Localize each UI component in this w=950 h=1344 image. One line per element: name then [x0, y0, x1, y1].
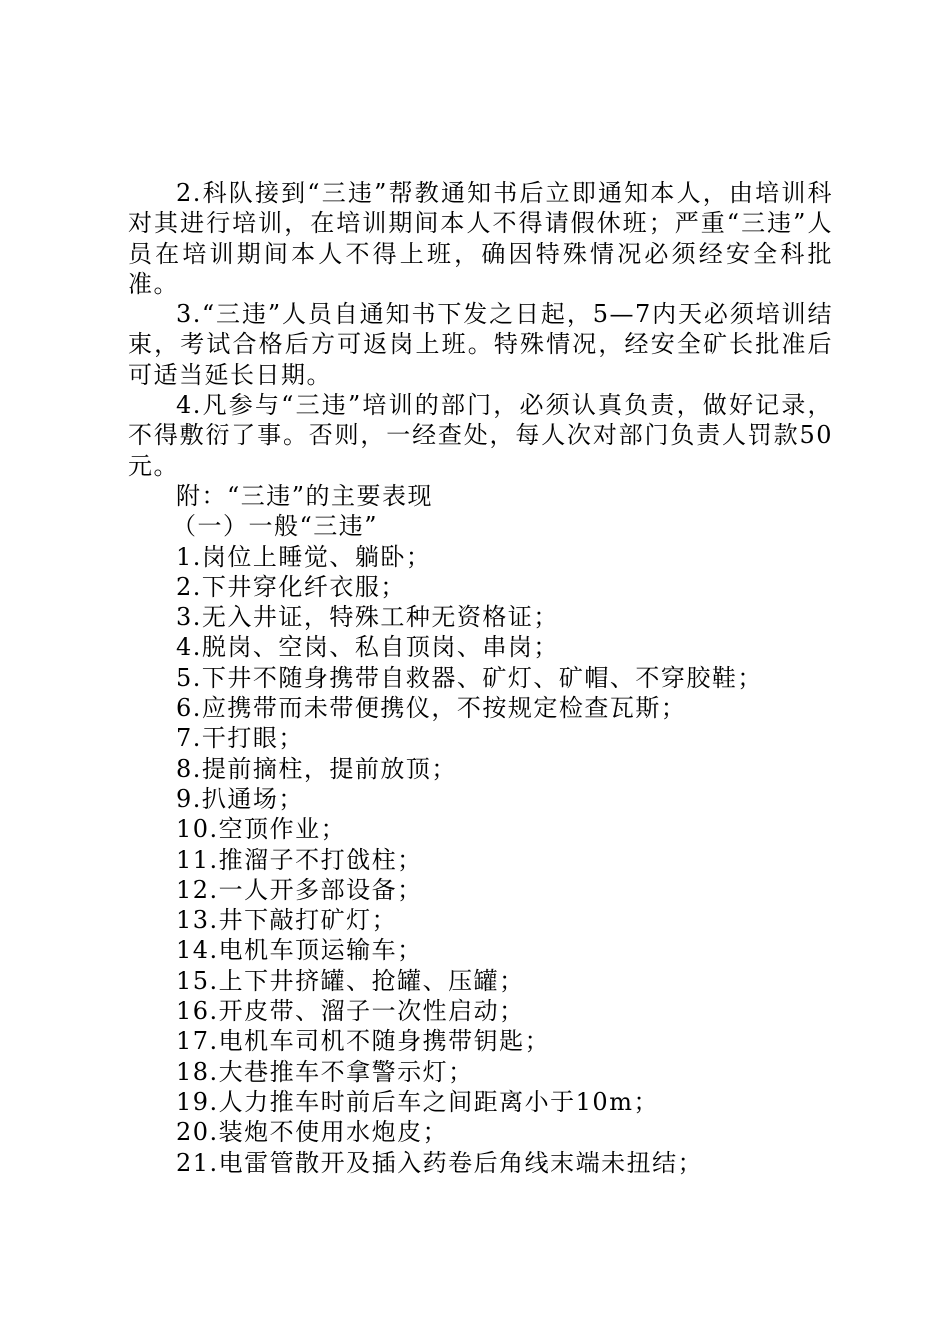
- list-item: 16.开皮带、溜子一次性启动；: [176, 997, 525, 1026]
- paragraph-3: 3.“三违”人员自通知书下发之日起，5—7内天必须培训结束，考试合格后方可返岗上班。特殊情况，经安全矿长批准后可适当延长日期。: [128, 300, 833, 389]
- list-item: 13.井下敲打矿灯；: [176, 906, 398, 935]
- list-item: 14.电机车顶运输车；: [176, 936, 423, 965]
- paragraph-2: 2.科队接到“三违”帮教通知书后立即通知本人，由培训科对其进行培训，在培训期间本人不得请假休班；严重“三违”人员在培训期间本人不得上班，确因特殊情况必须经安全科批准。: [128, 179, 833, 298]
- list-item: 2.下井穿化纤衣服；: [176, 572, 406, 601]
- list-item: 15.上下井挤罐、抢罐、压罐；: [176, 966, 525, 995]
- paragraph-4: 4.凡参与“三违”培训的部门，必须认真负责，做好记录，不得敷衍了事。否则，一经查处，每人次对部门负责人罚款50元。: [128, 391, 833, 480]
- appendix-title: 附：“三违”的主要表现: [176, 481, 434, 510]
- section-title: （一）一般“三违”: [172, 512, 379, 541]
- list-item: 19.人力推车时前后车之间距离小于10m；: [176, 1087, 659, 1116]
- document-page: [128, 178, 833, 1178]
- list-item: 4.脱岗、空岗、私自顶岗、串岗；: [176, 633, 559, 662]
- list-item: 17.电机车司机不随身携带钥匙；: [176, 1027, 551, 1056]
- list-item: 12.一人开多部设备；: [176, 875, 423, 904]
- list-item: 10.空顶作业；: [176, 815, 347, 844]
- list-item: 1.岗位上睡觉、躺卧；: [176, 542, 432, 571]
- list-item: 8.提前摘柱，提前放顶；: [176, 754, 457, 783]
- list-item: 3.无入井证，特殊工种无资格证；: [176, 603, 559, 632]
- list-item: 11.推溜子不打戗柱；: [176, 845, 423, 874]
- list-item: 5.下井不随身携带自救器、矿灯、矿帽、不穿胶鞋；: [176, 663, 763, 692]
- list-item: 7.干打眼；: [176, 724, 304, 753]
- list-item: 21.电雷管散开及插入药卷后角线末端未扭结；: [176, 1148, 704, 1177]
- list-item: 20.装炮不使用水炮皮；: [176, 1118, 449, 1147]
- list-item: 9.扒通场；: [176, 784, 304, 813]
- list-item: 18.大巷推车不拿警示灯；: [176, 1057, 474, 1086]
- list-item: 6.应携带而未带便携仪，不按规定检查瓦斯；: [176, 694, 687, 723]
